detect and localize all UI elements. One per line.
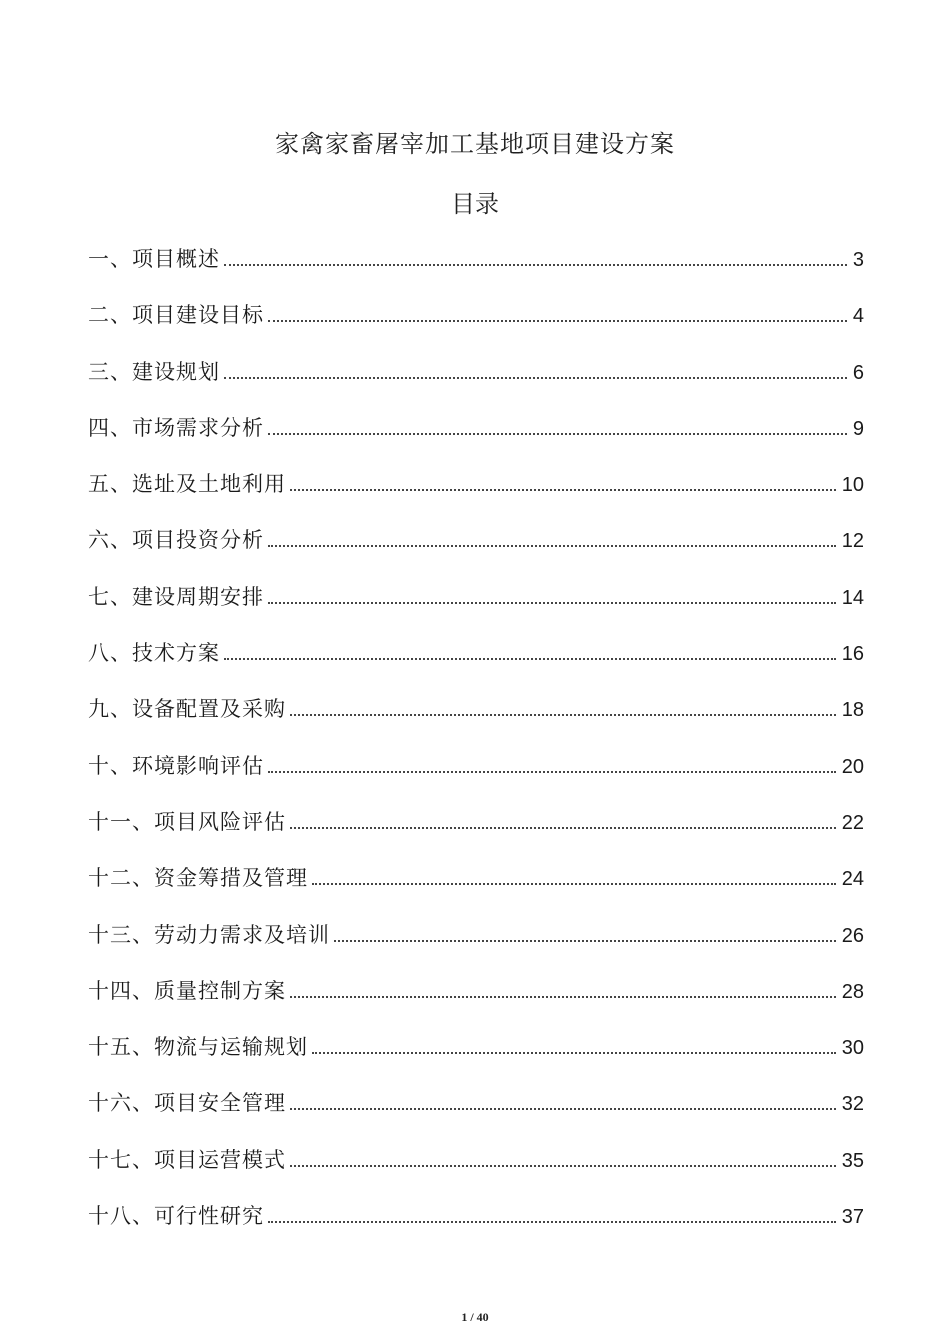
- toc-entry[interactable]: [88, 637, 864, 693]
- toc-dot-leader: [312, 1031, 836, 1054]
- toc-entry[interactable]: [88, 919, 864, 975]
- toc-dot-leader: [290, 1144, 836, 1167]
- toc-entry-label: 十八、可行性研究: [88, 1204, 264, 1229]
- toc-dot-leader: [224, 356, 847, 379]
- toc-entry-page: 6: [852, 361, 864, 384]
- toc-entry-label: 十、环境影响评估: [88, 753, 264, 778]
- toc-entry[interactable]: [88, 750, 864, 806]
- toc-dot-leader: [268, 581, 836, 604]
- toc-entry-label: 二、项目建设目标: [88, 303, 264, 328]
- toc-entry[interactable]: [88, 1200, 864, 1256]
- toc-dot-leader: [268, 750, 836, 773]
- toc-entry-page: 9: [852, 417, 864, 440]
- toc-entry[interactable]: [88, 356, 864, 412]
- toc-entry-page: 10: [841, 474, 864, 497]
- toc-entry[interactable]: [88, 581, 864, 637]
- toc-entry-label: 九、设备配置及采购: [88, 697, 286, 722]
- toc-dot-leader: [290, 806, 836, 829]
- toc-entry[interactable]: [88, 243, 864, 299]
- toc-entry-page: 18: [841, 699, 864, 722]
- toc-entry-label: 五、选址及土地利用: [88, 472, 286, 497]
- toc-entry-page: 14: [841, 586, 864, 609]
- toc-entry-page: 32: [841, 1093, 864, 1116]
- toc-dot-leader: [268, 299, 847, 322]
- toc-entry-page: 26: [841, 924, 864, 947]
- toc-dot-leader: [268, 1200, 836, 1223]
- toc-entry-label: 一、项目概述: [88, 247, 220, 271]
- toc-dot-leader: [224, 637, 836, 660]
- toc-dot-leader: [224, 243, 847, 266]
- toc-entry-label: 六、项目投资分析: [88, 528, 264, 553]
- toc-entry-page: 30: [841, 1037, 864, 1060]
- toc-entry[interactable]: [88, 1144, 864, 1200]
- toc-entry[interactable]: [88, 468, 864, 524]
- toc-dot-leader: [334, 919, 836, 942]
- toc-entry-label: 十三、劳动力需求及培训: [88, 922, 330, 947]
- toc-entry-page: 16: [841, 643, 864, 666]
- toc-entry-page: 12: [841, 530, 864, 553]
- toc-entry[interactable]: [88, 524, 864, 580]
- toc-dot-leader: [290, 975, 836, 998]
- toc-entry-page: 28: [841, 980, 864, 1003]
- toc-entry-label: 十二、资金筹措及管理: [88, 866, 308, 891]
- toc-dot-leader: [312, 862, 836, 885]
- toc-entry-page: 24: [841, 868, 864, 891]
- toc-dot-leader: [268, 524, 836, 547]
- toc-entry-page: 35: [841, 1149, 864, 1172]
- toc-entry-label: 十一、项目风险评估: [88, 809, 286, 834]
- toc-entry-label: 十六、项目安全管理: [88, 1091, 286, 1116]
- table-of-contents: [88, 243, 864, 1256]
- toc-entry[interactable]: [88, 1087, 864, 1143]
- toc-dot-leader: [290, 1087, 836, 1110]
- toc-entry[interactable]: [88, 693, 864, 749]
- toc-entry[interactable]: [88, 806, 864, 862]
- toc-entry-page: 20: [841, 755, 864, 778]
- document-title: 家禽家畜屠宰加工基地项目建设方案: [275, 130, 675, 158]
- toc-entry-page: 3: [852, 249, 864, 271]
- toc-entry[interactable]: [88, 975, 864, 1031]
- toc-entry-label: 十四、质量控制方案: [88, 978, 286, 1003]
- toc-entry-label: 八、技术方案: [88, 641, 220, 666]
- toc-dot-leader: [290, 693, 836, 716]
- toc-entry-label: 十七、项目运营模式: [88, 1147, 286, 1172]
- toc-entry-label: 三、建设规划: [88, 359, 220, 384]
- toc-entry-page: 37: [841, 1206, 864, 1229]
- toc-entry[interactable]: [88, 412, 864, 468]
- toc-entry[interactable]: [88, 299, 864, 355]
- toc-entry[interactable]: [88, 862, 864, 918]
- toc-entry-label: 四、市场需求分析: [88, 415, 264, 440]
- toc-heading: 目录: [451, 190, 499, 218]
- toc-entry-label: 十五、物流与运输规划: [88, 1035, 308, 1060]
- toc-entry[interactable]: [88, 1031, 864, 1087]
- toc-entry-label: 七、建设周期安排: [88, 584, 264, 609]
- toc-dot-leader: [268, 412, 847, 435]
- page-number-footer: 1 / 40: [461, 1310, 489, 1324]
- toc-entry-page: 22: [841, 811, 864, 834]
- toc-entry-page: 4: [852, 305, 864, 328]
- toc-dot-leader: [290, 468, 836, 491]
